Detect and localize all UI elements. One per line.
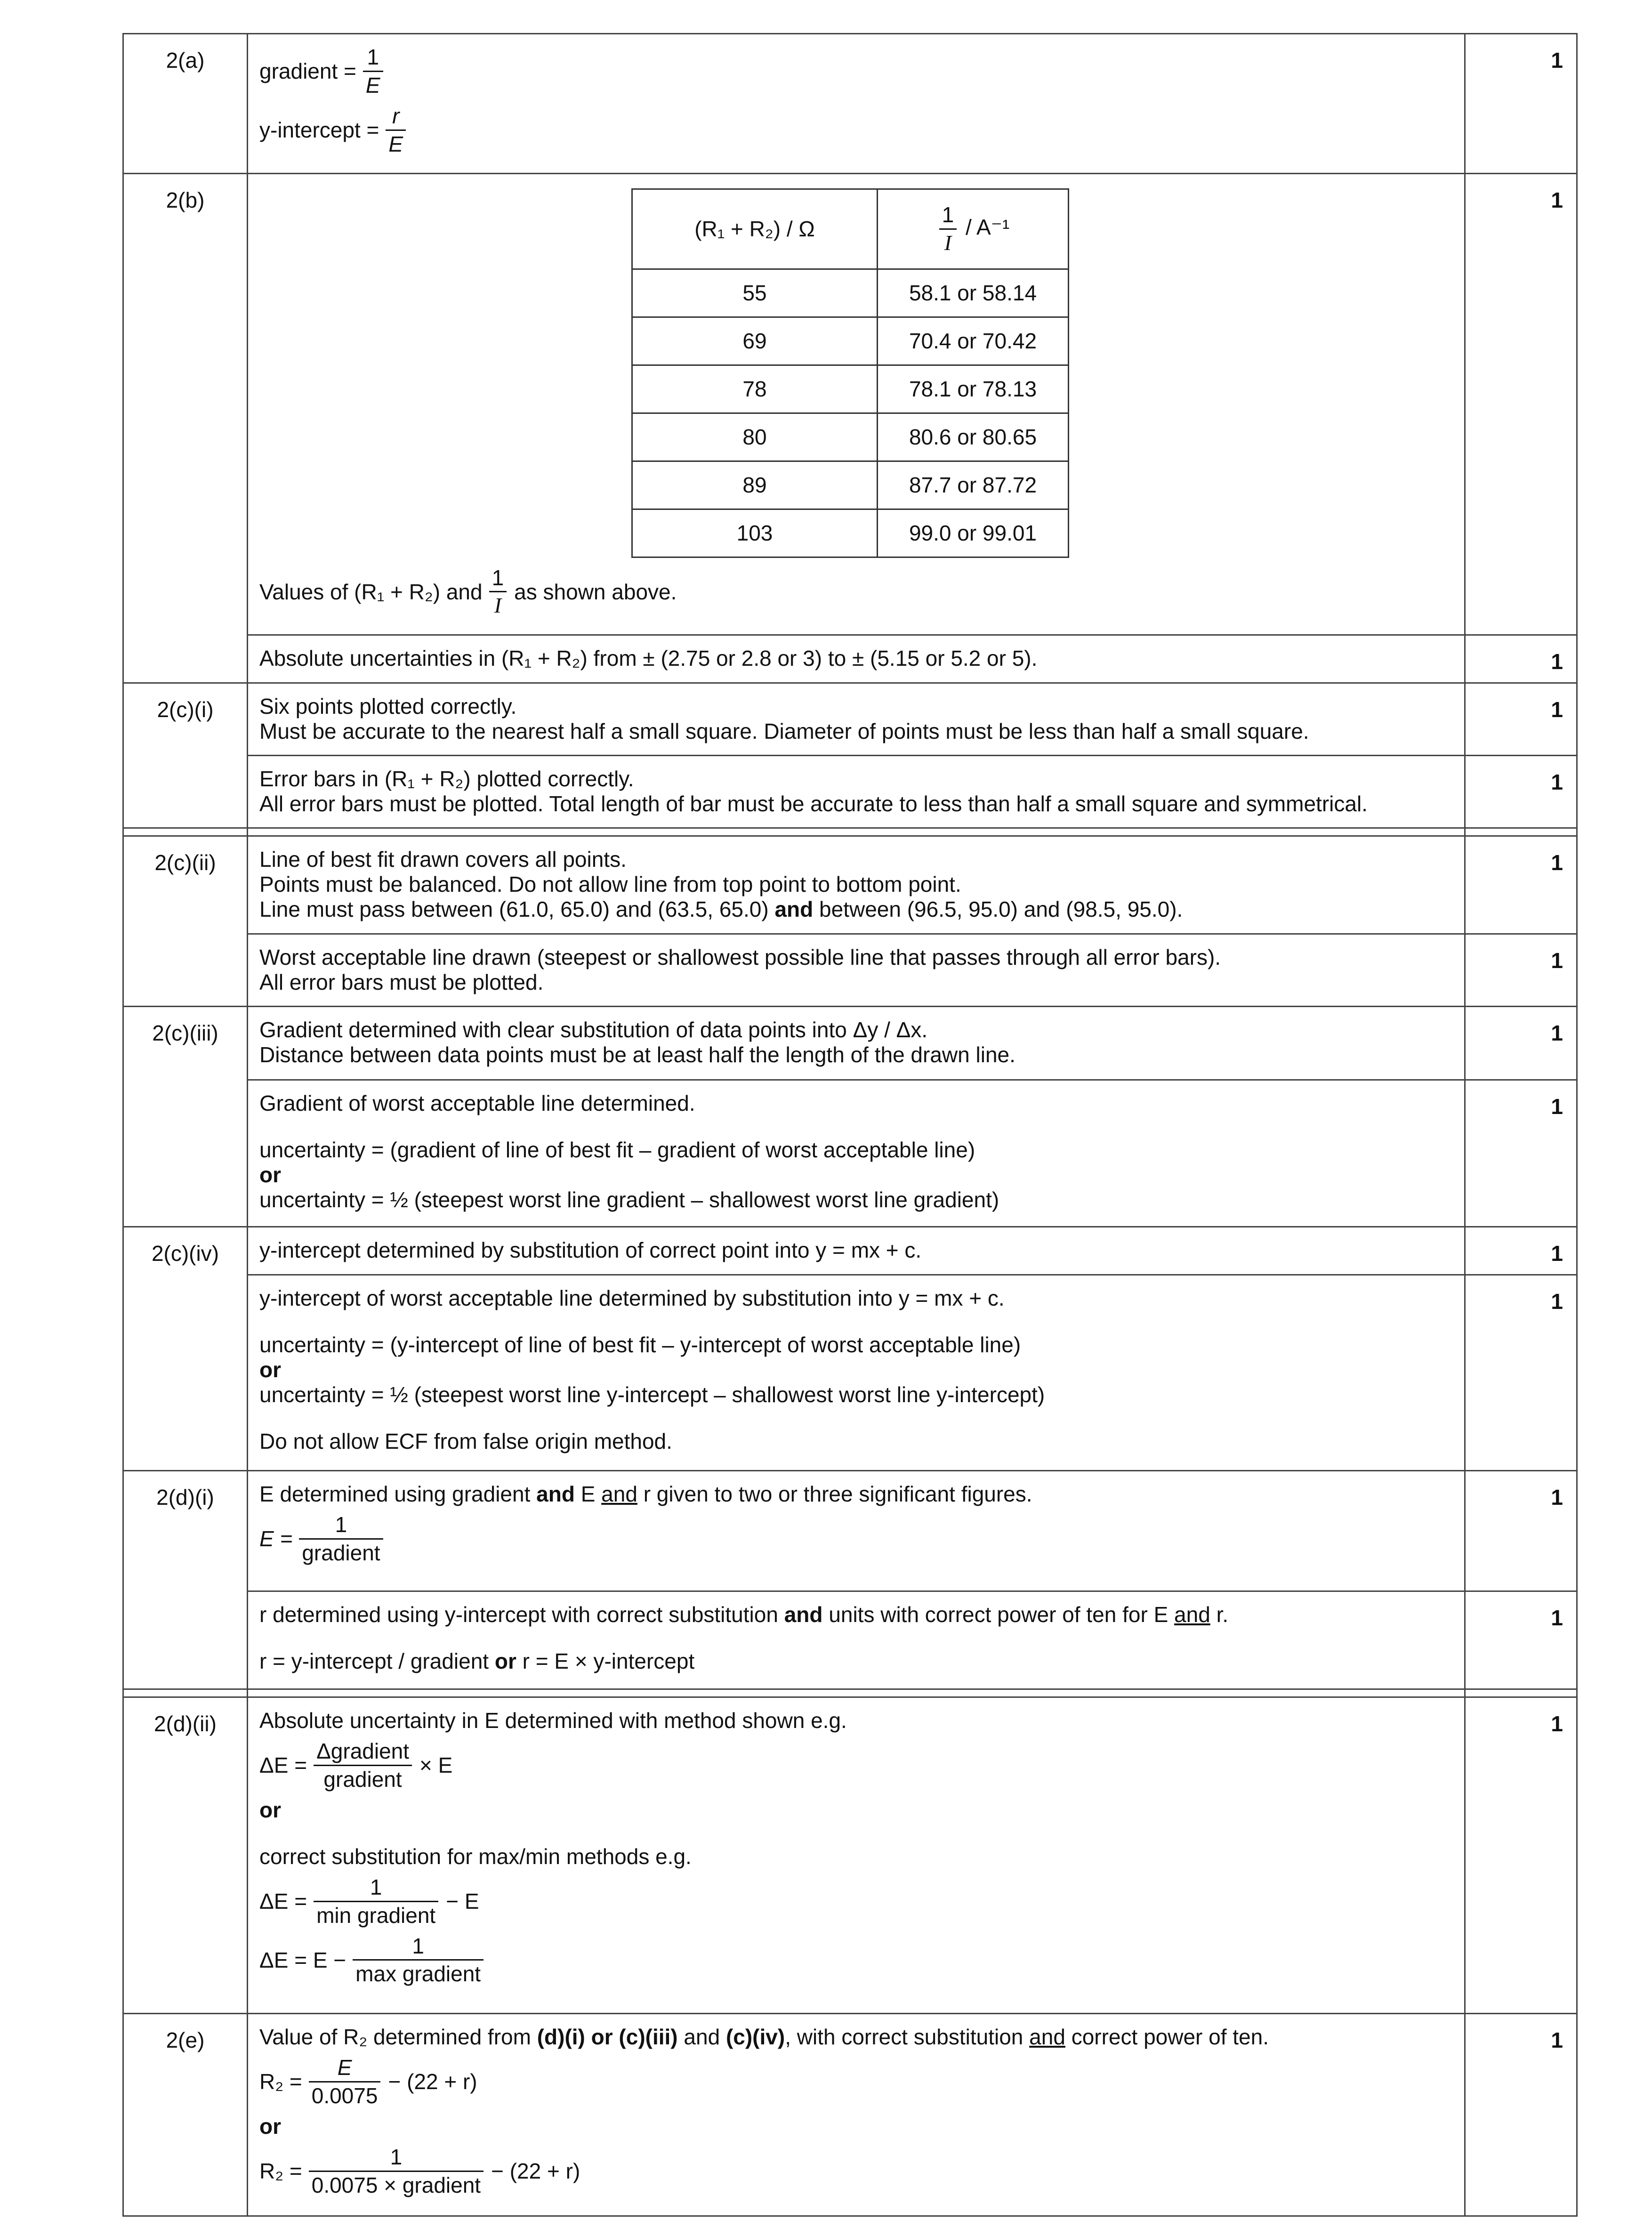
question-number: 2(e) — [123, 2014, 248, 2216]
results-row: 55 58.1 or 58.14 — [632, 269, 1069, 317]
mark: 1 — [1465, 173, 1577, 635]
mark: 1 — [1465, 836, 1577, 934]
answer-cell: Line of best fit drawn covers all points. Points must be balanced. Do not allow line from top point to bottom point. Line must pass between (61.0, 65.0) and (63.5, 65.0) and between (96.5, 95.0) and (98.5, 95.0). — [248, 836, 1465, 934]
answer-cell: Absolute uncertainty in E determined with method shown e.g. ΔE = $\frac{\text{Δgradient}}{\text{gradient}}$ × E or correct substitution for max/min methods e.g. ΔE = $\frac{1}{\text{min gradient}}$ − E ΔE = E − $\frac{1}{\text{max gradient}}$ — [248, 1697, 1465, 2014]
mark: 1 — [1465, 683, 1577, 756]
table-row — [123, 1591, 1577, 1689]
question-number: 2(c)(ii) — [123, 836, 248, 1007]
answer-cell — [248, 34, 1465, 174]
mark: 1 — [1465, 934, 1577, 1007]
mark: 1 — [1465, 1471, 1577, 1591]
table-row — [123, 756, 1577, 828]
yintercept-label: y-intercept = — [259, 117, 379, 142]
table-row — [123, 1007, 1577, 1080]
results-row: 103 99.0 or 99.01 — [632, 509, 1069, 557]
mark-scheme-table — [122, 33, 1578, 2217]
question-number: 2(d)(i) — [123, 1471, 248, 1689]
question-number: 2(d)(ii) — [123, 1697, 248, 2014]
table-row — [123, 1275, 1577, 1471]
results-table — [631, 188, 1069, 558]
table-row — [123, 683, 1577, 756]
answer-cell: Six points plotted correctly. Must be accurate to the nearest half a small square. Diameter of points must be less than half a small square. — [248, 683, 1465, 756]
answer-cell: y-intercept of worst acceptable line determined by substitution into y = mx + c. uncertainty = (y-intercept of line of best fit – y-intercept of worst acceptable line) or uncertainty = ½ (steepest worst line y-intercept – shallowest worst line y-intercept) Do not allow ECF from false origin method. — [248, 1275, 1465, 1471]
answer-cell: r determined using y-intercept with correct substitution and units with correct power of ten for E and r. r = y-intercept / gradient or r = E × y-intercept — [248, 1591, 1465, 1689]
table-row — [123, 1227, 1577, 1275]
table-row — [123, 1080, 1577, 1227]
answer-cell: Absolute uncertainties in (R₁ + R₂) from ± (2.75 or 2.8 or 3) to ± (5.15 or 5.2 or 5). — [248, 635, 1465, 683]
answer-cell: Value of R₂ determined from (d)(i) or (c)(iii) and (c)(iv), with correct substitution and correct power of ten. R₂ = $\frac{E}{0.0075}$ − (22 + r) or R₂ = $\frac{1}{\text{0.0075 × gradient}}$ − (22 + r) — [248, 2014, 1465, 2216]
results-row: 89 87.7 or 87.72 — [632, 461, 1069, 509]
table-row — [123, 836, 1577, 934]
table-row — [123, 934, 1577, 1007]
results-row: 80 80.6 or 80.65 — [632, 413, 1069, 461]
mark: 1 — [1465, 1697, 1577, 2014]
answer-cell: y-intercept determined by substitution of correct point into y = mx + c. — [248, 1227, 1465, 1275]
mark: 1 — [1465, 1080, 1577, 1227]
table-row — [123, 635, 1577, 683]
results-row: 69 70.4 or 70.42 — [632, 317, 1069, 365]
table-row — [123, 34, 1577, 174]
mark: 1 — [1465, 756, 1577, 828]
results-row: 78 78.1 or 78.13 — [632, 365, 1069, 413]
mark: 1 — [1465, 1007, 1577, 1080]
answer-cell: Worst acceptable line drawn (steepest or shallowest possible line that passes through all error bars). All error bars must be plotted. — [248, 934, 1465, 1007]
table-row — [123, 1471, 1577, 1591]
mark: 1 — [1465, 1591, 1577, 1689]
gradient-fraction: $\frac{1}{E}$ — [363, 45, 387, 98]
answer-cell: E determined using gradient and E and r given to two or three significant figures. E = $\frac{1}{\text{gradient}}$ — [248, 1471, 1465, 1591]
answer-cell: Gradient determined with clear substitution of data points into Δy / Δx. Distance between data points must be at least half the length of the drawn line. — [248, 1007, 1465, 1080]
answer-cell: Gradient of worst acceptable line determined. uncertainty = (gradient of line of best fit – gradient of worst acceptable line) or uncertainty = ½ (steepest worst line gradient – shallowest worst line gradient) — [248, 1080, 1465, 1227]
mark: 1 — [1465, 2014, 1577, 2216]
answer-cell: (R₁ + R₂) / Ω $\frac{1}{I}$ / A⁻¹ 55 58.1 or 58.14 69 70.4 or 70.42 78 78.1 or 78.13 80 80.6 or 80.65 89 87.7 or 87.72 103 99.0 or 99.01 Values of (R₁ + R₂) and $\frac{1}{I}$ as shown above. — [248, 173, 1465, 635]
header-reciprocal-current: $\frac{1}{I}$ / A⁻¹ — [878, 189, 1069, 269]
values-text: Values of (R₁ + R₂) and — [259, 579, 483, 604]
question-number: 2(c)(iv) — [123, 1227, 248, 1471]
results-header — [632, 189, 1069, 269]
mark: 1 — [1465, 1227, 1577, 1275]
question-number: 2(c)(i) — [123, 683, 248, 828]
question-number: 2(b) — [123, 173, 248, 683]
gradient-label: gradient = — [259, 58, 356, 83]
yintercept-fraction: $\frac{r}{E}$ — [386, 104, 410, 157]
mark: 1 — [1465, 1275, 1577, 1471]
answer-cell: Error bars in (R₁ + R₂) plotted correctly. All error bars must be plotted. Total length of bar must be accurate to less than half a small square and symmetrical. — [248, 756, 1465, 828]
question-number: 2(c)(iii) — [123, 1007, 248, 1227]
question-number: 2(a) — [123, 34, 248, 174]
mark: 1 — [1465, 635, 1577, 683]
mark: 1 — [1465, 34, 1577, 174]
header-resistance: (R₁ + R₂) / Ω — [632, 189, 878, 269]
table-row — [123, 173, 1577, 635]
table-row — [123, 2014, 1577, 2216]
table-row — [123, 1697, 1577, 2014]
